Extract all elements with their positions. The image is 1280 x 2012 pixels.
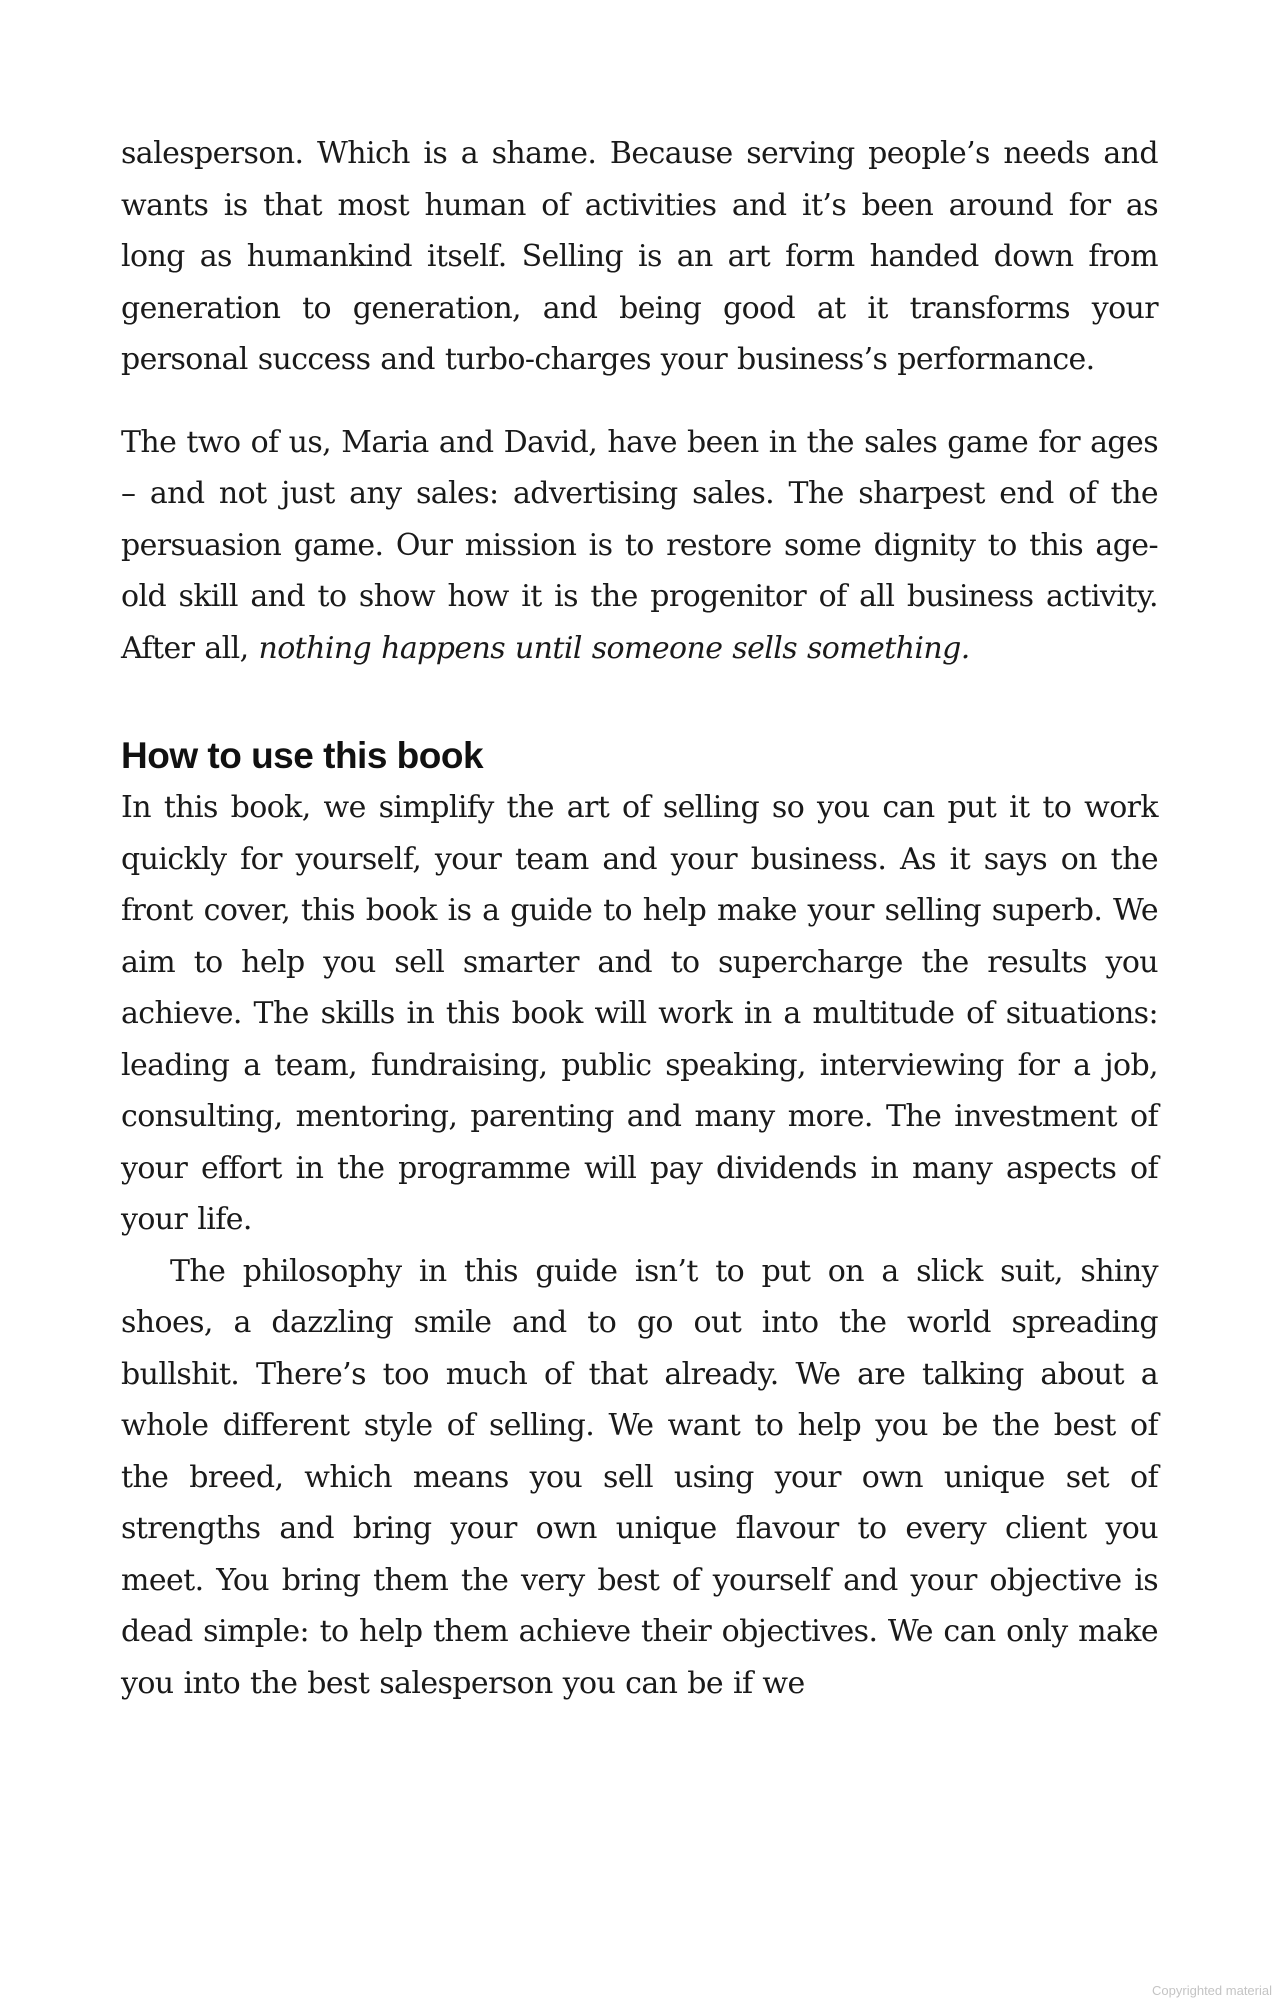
paragraph-intro-2-text: The two of us, Maria and David, have been in the sales game for ages – and not just any sales: advertising sales. The sharpest end of the persuasion game. Our mission is to restore some dignity to this age-old skill and to show how it is the progenitor of all business activity. After all, [121, 424, 1158, 666]
paragraph-intro-1: salesperson. Which is a shame. Because serving people’s needs and wants is that most human of activities and it’s been around for as long as humankind itself. Selling is an art form handed down from generation to generation, and being good at it transforms your personal success and turbo-charges your business’s performance. [121, 136, 1158, 377]
section-paragraph-1: In this book, we simplify the art of selling so you can put it to work quickly for yourself, your team and your business. As it says on the front cover, this book is a guide to help make your selling superb. We aim to help you sell smarter and to supercharge the results you achieve. The skills in this book will work in a multitude of situations: leading a team, fundraising, public speaking, interviewing for a job, consulting, mentoring, parenting and many more. The investment of your effort in the programme will pay dividends in many aspects of your life. [121, 790, 1158, 1237]
paragraph-intro-2 [121, 417, 1158, 675]
section-paragraph-2: The philosophy in this guide isn’t to put on a slick suit, shiny shoes, a dazzling smile and to go out into the world spreading bullshit. There’s too much of that already. We are talking about a whole different style of selling. We want to help you be the best of the breed, which means you sell using your own unique set of strengths and bring your own unique flavour to every client you meet. You bring them the very best of yourself and your objective is dead simple: to help them achieve their objectives. We can only make you into the best salesperson you can be if we [121, 1253, 1158, 1701]
copyright-watermark: Copyrighted material [1152, 1983, 1272, 1998]
book-page [121, 128, 1158, 1709]
section-heading: How to use this book [121, 735, 484, 776]
emphasis-quote: nothing happens until someone sells something. [258, 630, 970, 666]
